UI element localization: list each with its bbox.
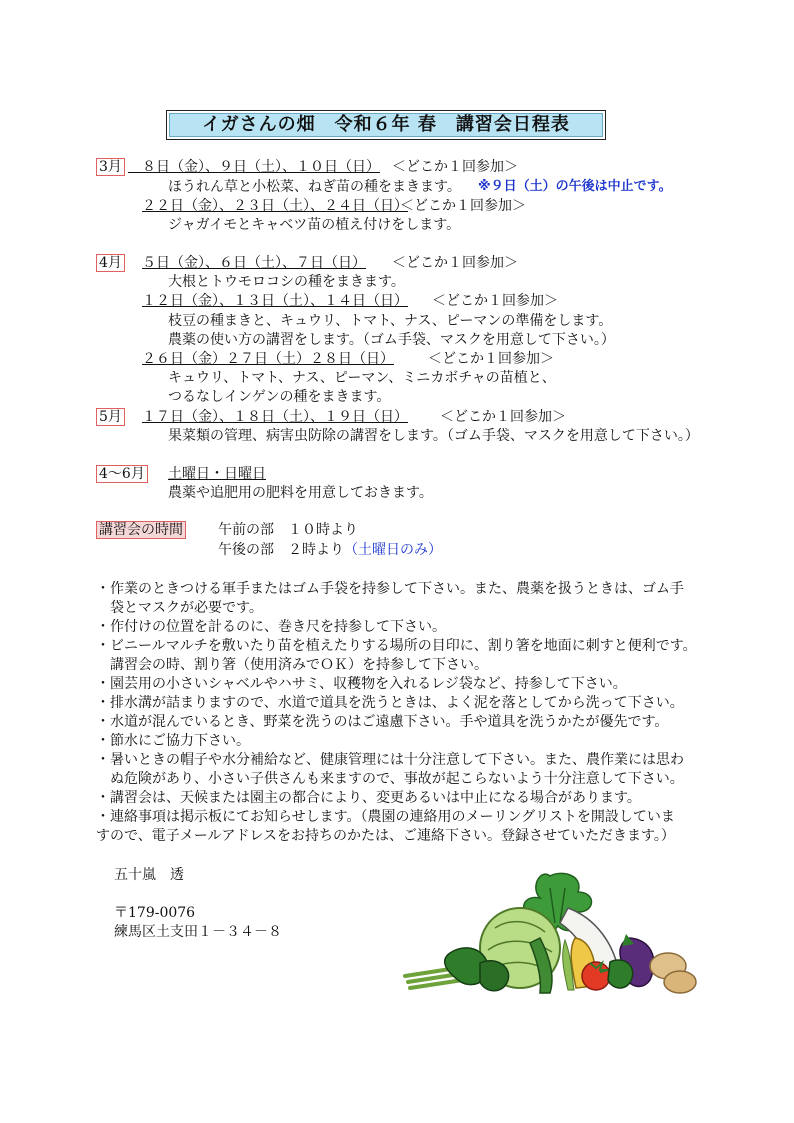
march-tag: 3月	[96, 158, 125, 176]
april-join-3: ＜どこか１回参加＞	[428, 351, 554, 367]
sender-name: 五十嵐 透	[114, 867, 184, 883]
march-cancel-note: ※９日（土）の午後は中止です。	[478, 179, 672, 194]
time-am: 午前の部 １０時より	[218, 522, 358, 538]
april-desc-3b: つるなしインゲンの種をまきます。	[168, 389, 391, 405]
march-desc-2: ジャガイモとキャベツ苗の植え付けをします。	[168, 217, 461, 233]
march-join-2: ＜どこか１回参加＞	[400, 198, 526, 214]
may-join-1: ＜どこか１回参加＞	[440, 409, 566, 425]
note-line: ・水道が混んでいるとき、野菜を洗うのはご遠慮下さい。手や道具を洗うかたが優先です。	[96, 714, 669, 730]
note-line: ・作付けの位置を計るのに、巻き尺を持参して下さい。	[96, 619, 446, 635]
april-dates-1: ５日（金）、６日（土）、７日（日）	[142, 255, 366, 271]
note-line: ・講習会は、天候または園主の都合により、変更あるいは中止になる場合があります。	[96, 790, 641, 806]
may-dates-1: １７日（金）、１８日（土）、１９日（日）	[142, 409, 408, 425]
note-line: すので、電子メールアドレスをお持ちのかたは、ご連絡下さい。登録させていただきます。）	[96, 828, 675, 844]
march-dates-2: ２２日（金）、２３日（土）、２４日（日）	[142, 198, 408, 214]
may-desc-1: 果菜類の管理、病害虫防除の講習をします。（ゴム手袋、マスクを用意して下さい。）	[168, 428, 699, 444]
time-pm-note: （土曜日のみ）	[344, 542, 442, 558]
note-line: ・園芸用の小さいシャベルやハサミ、収穫物を入れるレジ袋など、持参して下さい。	[96, 676, 627, 692]
note-line: 袋とマスクが必要です。	[96, 600, 263, 616]
time-pm-label: 午後の部 ２時より	[218, 542, 344, 558]
april-join-2: ＜どこか１回参加＞	[432, 293, 558, 309]
vegetables-illustration	[400, 868, 700, 996]
april-desc-3a: キュウリ、トマト、ナス、ピーマン、ミニカボチャの苗植と、	[168, 370, 556, 386]
time-pm	[218, 541, 442, 559]
note-line: ・ビニールマルチを敷いたり苗を植えたりする場所の目印に、割り箸を地面に刺すと便利です。	[96, 638, 697, 654]
april-join-1: ＜どこか１回参加＞	[392, 255, 518, 271]
note-line: ・排水溝が詰まりますので、水道で道具を洗うときは、よく泥を落としてから洗って下さい。	[96, 695, 684, 711]
note-line: ・節水にご協力下さい。	[96, 733, 250, 749]
april-desc-1: 大根とトウモロコシの種をまきます。	[168, 274, 405, 290]
april-desc-2a: 枝豆の種まきと、キュウリ、トマト、ナス、ピーマンの準備をします。	[168, 313, 613, 329]
page-title: イガさんの畑 令和６年 春 講習会日程表	[169, 113, 603, 137]
apr-jun-tag: 4～6月	[96, 465, 148, 483]
april-dates-3: ２６日（金）２７日（土）２８日（日）	[142, 351, 394, 367]
march-dates-1: ８日（金）、９日（土）、１０日（日）	[128, 159, 380, 175]
march-desc-1: ほうれん草と小松菜、ねぎ苗の種をまきます。	[168, 179, 461, 195]
apr-jun-days: 土曜日・日曜日	[168, 466, 266, 482]
note-line: ・暑いときの帽子や水分補給など、健康管理には十分注意して下さい。また、農作業には思わ	[96, 752, 684, 768]
march-join-1: ＜どこか１回参加＞	[392, 159, 518, 175]
note-line: 講習会の時、割り箸（使用済みでＯＫ）を持参して下さい。	[96, 657, 488, 673]
april-dates-2: １２日（金）、１３日（土）、１４日（日）	[142, 293, 408, 309]
note-line: ・連絡事項は掲示板にてお知らせします。（農園の連絡用のメーリングリストを開設していま	[96, 809, 675, 825]
title-box	[166, 110, 606, 140]
sender-address: 練馬区土支田１－３４－８	[114, 924, 282, 940]
time-tag: 講習会の時間	[96, 521, 186, 539]
may-tag: 5月	[96, 408, 125, 426]
sender-postal: 〒179-0076	[114, 905, 196, 921]
april-tag: 4月	[96, 254, 125, 272]
apr-jun-desc: 農薬や追肥用の肥料を用意しておきます。	[168, 485, 433, 501]
note-line: ぬ危険があり、小さい子供さんも来ますので、事故が起こらないよう十分注意して下さい。	[96, 771, 684, 787]
april-desc-2b: 農薬の使い方の講習をします。（ゴム手袋、マスクを用意して下さい。）	[168, 332, 615, 348]
note-line: ・作業のときつける軍手またはゴム手袋を持参して下さい。また、農薬を扱うときは、ゴム手	[96, 581, 684, 597]
